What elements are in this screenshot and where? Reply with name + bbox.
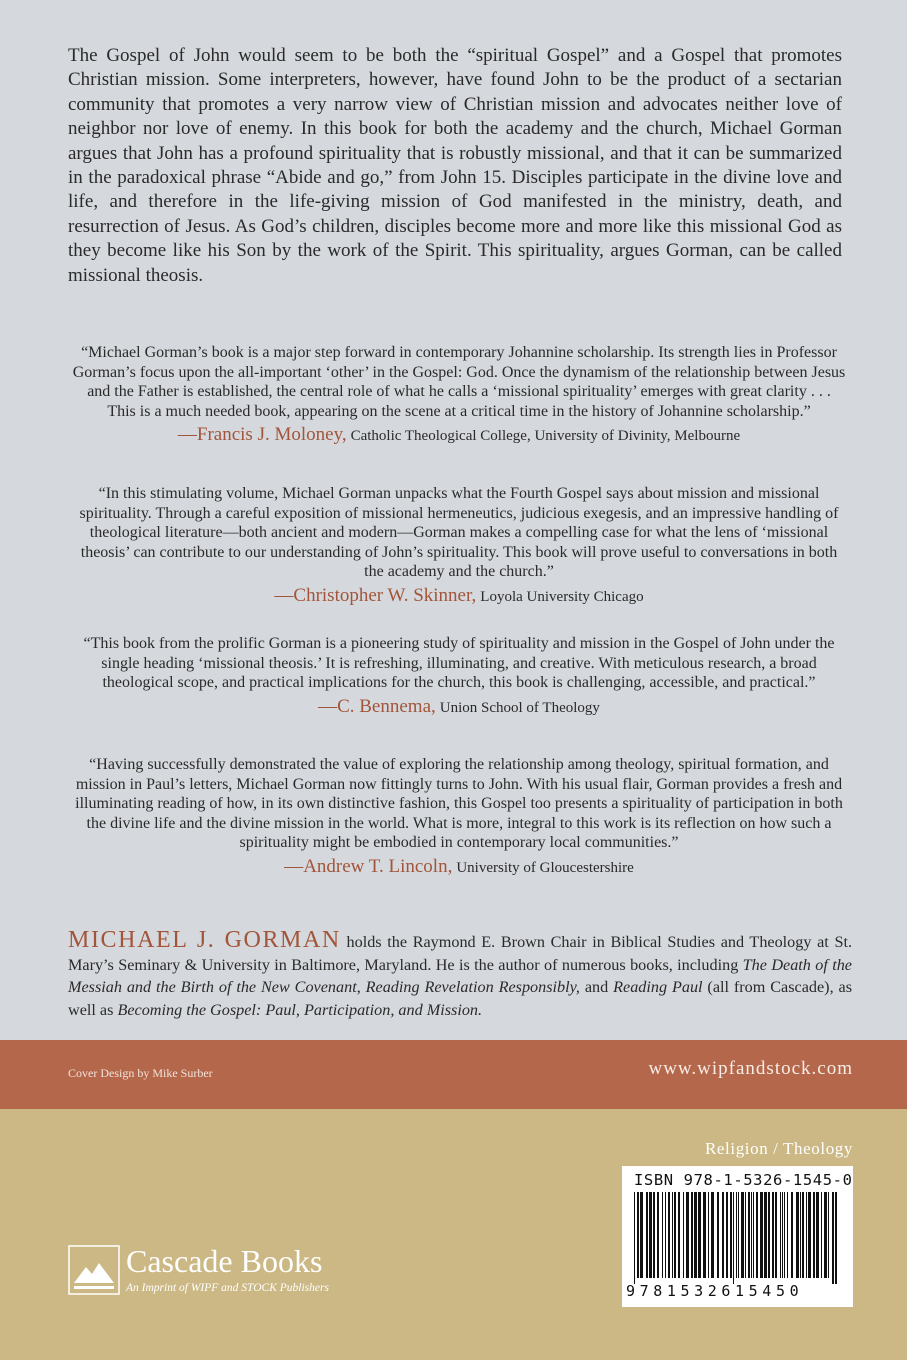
barcode-bar bbox=[791, 1192, 793, 1278]
barcode-bar bbox=[806, 1192, 807, 1278]
author-bio bbox=[68, 929, 852, 1021]
barcode-digits: 9781532615450 bbox=[626, 1282, 804, 1300]
barcode-bar bbox=[816, 1192, 819, 1278]
endorser-affiliation: Union School of Theology bbox=[439, 699, 600, 716]
barcode-bar bbox=[753, 1192, 754, 1278]
endorser-name: —Francis J. Moloney, bbox=[177, 424, 347, 446]
barcode-bar bbox=[726, 1192, 728, 1278]
endorser-name: —C. Bennema, bbox=[318, 695, 436, 717]
barcode-bar bbox=[634, 1192, 635, 1284]
barcode-bar bbox=[772, 1192, 774, 1278]
barcode-bar bbox=[722, 1192, 724, 1278]
barcode-bar bbox=[764, 1192, 767, 1278]
barcode-bar bbox=[711, 1192, 714, 1278]
endorsement-1 bbox=[72, 343, 846, 447]
book-title: Becoming the Gospel: Paul, Participation, and Mission. bbox=[117, 1000, 483, 1019]
book-category: Religion / Theology bbox=[704, 1139, 853, 1158]
barcode-bar bbox=[800, 1192, 801, 1278]
barcode-bar bbox=[745, 1192, 746, 1278]
endorser-affiliation: University of Gloucestershire bbox=[456, 859, 634, 876]
barcode-bar bbox=[691, 1192, 693, 1278]
barcode-bar bbox=[832, 1192, 834, 1284]
barcode-bar bbox=[649, 1192, 652, 1278]
barcode-bar bbox=[775, 1192, 777, 1278]
endorsement-text: “Michael Gorman’s book is a major step forward in contemporary Johannine scholarship. Its strength lies in Professor Gorman’s focus upon the all-important ‘other’ in the Gospel: God. Once the dynamism of the relationship between Jesus and the Father is established, the central role of what he calls a ‘missional spirituality’ emerges with great clarity . . . This is a much needed book, appearing on the scene at a critical time in the history of Johannine scholarship.” bbox=[72, 344, 846, 420]
barcode-bar bbox=[748, 1192, 750, 1278]
barcode-bar bbox=[703, 1192, 706, 1278]
barcode-bar bbox=[741, 1192, 744, 1278]
barcode-bar bbox=[698, 1192, 701, 1278]
endorser-name: —Andrew T. Lincoln, bbox=[284, 855, 453, 877]
barcode-bar bbox=[813, 1192, 815, 1278]
cover-design-credit: Cover Design by Mike Surber bbox=[68, 1066, 213, 1080]
isbn-barcode bbox=[622, 1166, 853, 1307]
barcode-bar bbox=[672, 1192, 673, 1278]
barcode-bar bbox=[751, 1192, 752, 1278]
endorsement-attribution bbox=[72, 586, 846, 608]
bio-text: (all from Cascade), as well as bbox=[68, 978, 852, 1019]
barcode-bar bbox=[717, 1192, 719, 1278]
barcode-bar bbox=[760, 1192, 763, 1278]
barcode-bar bbox=[738, 1192, 739, 1278]
barcode-bar bbox=[668, 1192, 670, 1278]
book-title: Reading Revelation Responsibly, bbox=[365, 978, 580, 996]
author-name: MICHAEL J. GORMAN bbox=[68, 927, 341, 953]
book-title: The Death of the Messiah and the Birth of the New Covenant bbox=[68, 955, 852, 996]
bio-text: , bbox=[356, 978, 366, 996]
endorser-affiliation: Loyola University Chicago bbox=[480, 588, 644, 605]
mountain-logo-icon bbox=[68, 1245, 120, 1295]
publisher-logo bbox=[68, 1245, 120, 1299]
publisher-name: Cascade Books bbox=[126, 1243, 323, 1279]
endorsement-attribution bbox=[72, 425, 846, 447]
barcode-bar bbox=[756, 1192, 758, 1278]
barcode-bars bbox=[632, 1192, 844, 1284]
barcode-bar bbox=[637, 1192, 639, 1278]
bio-text: holds the Raymond E. Brown Chair in Biblical Studies and Theology at St. Mary’s Seminary & University in Baltimore, Maryland. He is the author of numerous books, including bbox=[68, 933, 853, 974]
barcode-bar bbox=[808, 1192, 811, 1278]
barcode-bar bbox=[824, 1192, 827, 1278]
barcode-bar bbox=[683, 1192, 684, 1278]
barcode-bar bbox=[787, 1192, 788, 1278]
endorsement-4 bbox=[72, 755, 846, 879]
book-title: Reading Paul bbox=[613, 978, 703, 996]
barcode-bar bbox=[828, 1192, 829, 1278]
endorsement-3 bbox=[72, 634, 846, 718]
endorser-affiliation: Catholic Theological College, University of Divinity, Melbourne bbox=[350, 428, 741, 445]
endorsement-attribution bbox=[72, 697, 846, 719]
endorsement-text: “In this stimulating volume, Michael Gorman unpacks what the Fourth Gospel says about mission and missional spirituality. Through a careful exposition of missional hermeneutics, judicious exegesis, and an impressive handling of theological literature—both ancient and modern—Gorman makes a compelling case for what the lens of ‘missional theosis’ can contribute to our understanding of John’s spirituality. This book will prove useful to conversations in both the academy and the church.” bbox=[79, 485, 839, 581]
book-description bbox=[68, 44, 842, 288]
barcode-bar bbox=[653, 1192, 655, 1278]
publisher-website: www.wipfandstock.com bbox=[648, 1058, 853, 1079]
barcode-bar bbox=[784, 1192, 785, 1278]
barcode-bar bbox=[662, 1192, 663, 1278]
barcode-bar bbox=[646, 1192, 648, 1278]
barcode-bar bbox=[730, 1192, 732, 1278]
barcode-bar bbox=[686, 1192, 689, 1278]
barcode-bar bbox=[796, 1192, 799, 1278]
barcode-bar bbox=[780, 1192, 781, 1278]
barcode-bar bbox=[736, 1192, 737, 1278]
barcode-bar bbox=[640, 1192, 643, 1278]
endorsement-attribution bbox=[72, 857, 846, 879]
barcode-bar bbox=[657, 1192, 659, 1278]
barcode-bar bbox=[821, 1192, 822, 1278]
endorsement-text: “Having successfully demonstrated the value of exploring the relationship among theology, spiritual formation, and mission in Paul’s letters, Michael Gorman now fittingly turns to John. With his usual flair, Gorman provides a fresh and illuminating reading of how, in its own distinctive fashion, this Gospel too presents a spirituality of participation in both the divine life and the divine mission in the world. What is more, integral to this work is its reflection on how such a spirituality might be embodied in contemporary local communities.” bbox=[75, 756, 843, 852]
barcode-bar bbox=[768, 1192, 770, 1278]
barcode-bar bbox=[835, 1192, 837, 1284]
bio-text: and bbox=[579, 978, 614, 996]
barcode-bar bbox=[694, 1192, 697, 1278]
barcode-bar bbox=[802, 1192, 804, 1278]
endorsement-2 bbox=[72, 484, 846, 608]
description-text: The Gospel of John would seem to be both the “spiritual Gospel” and a Gospel that promotes Christian mission. Some interpreters, however, have found John to be the product of a sectarian community that promotes a very narrow view of Christian mission and advocates neither love of neighbor nor love of enemy. In this book for both the academy and the church, Michael Gorman argues that John has a profound spirituality that is robustly missional, and that it can be summarized in the paradoxical phrase “Abide and go,” from John 15. Disciples participate in the divine love and life, and therefore in the life-giving mission of God manifested in the ministry, death, and resurrection of Jesus. As God’s children, disciples become more and more like this missional God as they become like his Son by the work of the Spirit. This spirituality, argues Gorman, can be called missional theosis. bbox=[68, 45, 842, 286]
barcode-bar bbox=[733, 1192, 734, 1284]
barcode-bar bbox=[782, 1192, 783, 1278]
barcode-bar bbox=[708, 1192, 709, 1278]
endorser-name: —Christopher W. Skinner, bbox=[274, 584, 477, 606]
endorsement-text: “This book from the prolific Gorman is a pioneering study of spirituality and mission in the Gospel of John under the single heading ‘missional theosis.’ It is refreshing, illuminating, and creative. With meticulous research, a broad theological scope, and practical implications for the church, this book is challenging, accessible, and practical.” bbox=[83, 635, 835, 692]
barcode-bar bbox=[678, 1192, 680, 1278]
isbn-label: ISBN 978-1-5326-1545-0 bbox=[634, 1171, 853, 1189]
barcode-bar bbox=[674, 1192, 676, 1278]
publisher-tagline: An Imprint of WIPF and STOCK Publishers bbox=[126, 1282, 329, 1294]
barcode-bar bbox=[665, 1192, 666, 1278]
